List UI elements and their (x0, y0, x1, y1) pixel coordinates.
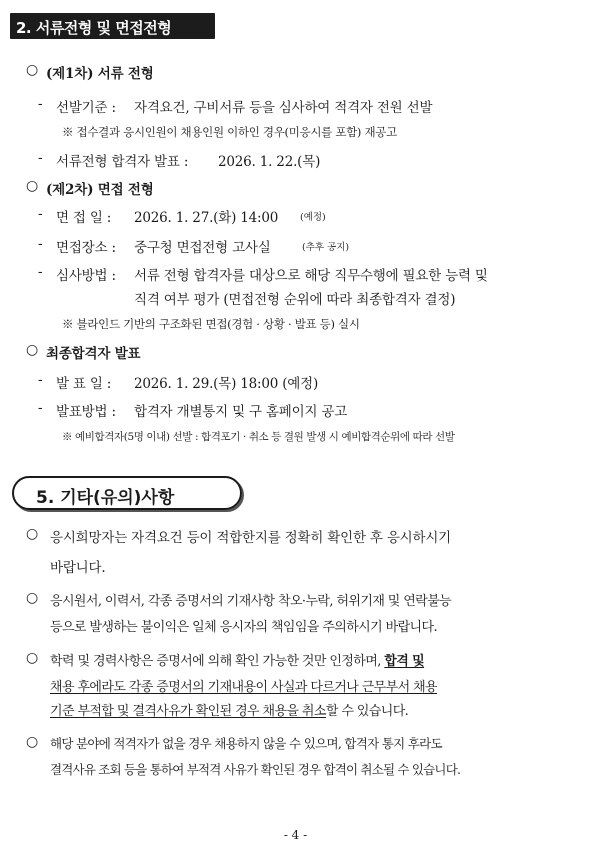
item-text: 중구청 면접전형 고사실 (134, 240, 271, 256)
subsection-title: (제1차) 서류 전형 (46, 66, 154, 82)
item-small-note: (예정) (300, 212, 326, 223)
item-text: 2026. 1. 27.(화) 14:00 (134, 210, 279, 226)
page-number: - 4 - (283, 828, 308, 842)
notice-line: 등으로 발생하는 불이익은 일체 응시자의 책임임을 주의하시기 바랍니다. (50, 620, 437, 635)
notice-line: 응시희망자는 자격요건 등이 적합한지를 정확히 확인한 후 응시하시기 (50, 530, 452, 546)
item-text: 자격요건, 구비서류 등을 심사하여 적격자 전원 선발 (134, 100, 433, 116)
bullet-circle: ○ (26, 62, 39, 78)
section-title: 5. 기타(유의)사항 (36, 488, 175, 508)
dash: - (38, 206, 43, 222)
notice-line: 결격사유 조회 등을 통하여 부적격 사유가 확인된 경우 합격이 취소될 수 있습니다. (50, 762, 461, 777)
bullet-circle: ○ (26, 526, 39, 542)
section-header (10, 13, 215, 39)
dash: - (38, 236, 43, 252)
dash: - (38, 372, 43, 388)
notice-text: 학력 및 경력사항은 증명서에 의해 확인 가능한 것만 인정하며, (50, 654, 385, 669)
bullet-circle: ○ (26, 178, 39, 194)
notice-line (50, 700, 408, 719)
note: ※ 접수결과 응시인원이 채용인원 이하인 경우(미응시를 포함) 재공고 (62, 125, 397, 139)
item-text: 2026. 1. 22.(목) (218, 154, 321, 170)
underlined-emphasis: 합격 및 (384, 654, 425, 669)
item-text: 서류 전형 합격자를 대상으로 해당 직무수행에 필요한 능력 및 (134, 268, 488, 284)
item-label: 면접장소 : (56, 240, 116, 256)
item-label: 서류전형 합격자 발표 : (56, 154, 189, 170)
item-label: 선발기준 : (56, 100, 116, 116)
notice-line: 바랍니다. (50, 560, 106, 576)
item-label: 발 표 일 : (56, 376, 112, 392)
item-label: 심사방법 : (56, 268, 116, 284)
underlined-emphasis: 기준 부적합 및 결격사유가 확인된 경우 채용을 취소 (50, 704, 326, 719)
bullet-circle: ○ (26, 590, 39, 606)
note: ※ 예비합격자(5명 이내) 선발 : 합격포기 · 취소 등 결원 발생 시 예비합격순위에 따라 선발 (62, 431, 455, 443)
notice-text: 할 수 있습니다. (325, 704, 409, 719)
notice-line: 해당 분야에 적격자가 없을 경우 채용하지 않을 수 있으며, 합격자 통지 후라도 (50, 736, 442, 751)
dash: - (38, 264, 43, 280)
section-header (12, 476, 242, 510)
item-text-continued: 직격 여부 평가 (면접전형 순위에 따라 최종합격자 결정) (134, 292, 456, 308)
item-label: 면 접 일 : (56, 210, 112, 226)
item-text: 2026. 1. 29.(목) 18:00 (예정) (134, 376, 319, 392)
subsection-title: 최종합격자 발표 (46, 346, 141, 362)
item-text: 합격자 개별통지 및 구 홈페이지 공고 (134, 404, 348, 420)
item-small-note: (추후 공지) (302, 242, 350, 253)
notice-line: 응시원서, 이력서, 각종 증명서의 기재사항 착오·누락, 허위기재 및 연락불능 (50, 594, 452, 609)
subsection-title: (제2차) 면접 전형 (46, 182, 154, 198)
note: ※ 블라인드 기반의 구조화된 면접(경험 · 상황 · 발표 등) 실시 (62, 317, 360, 331)
underlined-emphasis: 채용 후에라도 각종 증명서의 기재내용이 사실과 다르거나 근무부서 채용 (50, 680, 437, 695)
bullet-circle: ○ (26, 650, 39, 666)
bullet-circle: ○ (26, 734, 39, 750)
notice-line (50, 650, 424, 669)
dash: - (38, 96, 43, 112)
bullet-circle: ○ (26, 342, 39, 358)
dash: - (38, 400, 43, 416)
dash: - (38, 150, 43, 166)
section-title: 2. 서류전형 및 면접전형 (16, 19, 172, 37)
item-label: 발표방법 : (56, 404, 116, 420)
